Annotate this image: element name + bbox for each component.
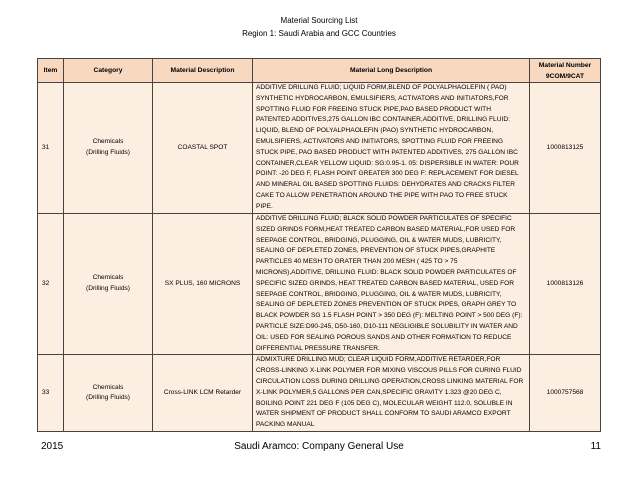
- category-cell: [64, 214, 153, 355]
- item-cell: 33: [38, 355, 64, 432]
- title-block: [0, 14, 638, 40]
- material-description-cell: Cross-LINK LCM Retarder: [153, 355, 253, 432]
- material-number-cell: 1000813125: [530, 83, 601, 214]
- column-header-category: Category: [64, 59, 153, 83]
- column-header-material-number-line1: Material Number: [538, 61, 592, 69]
- category-line1: Chemicals: [92, 274, 124, 282]
- table-header-row: [38, 59, 601, 83]
- material-long-description-text: ADMIXTURE DRILLING MUD; CLEAR LIQUID FORM,ADDITIVE RETARDER,FOR CROSS-LINKING X-LINK POLYMER FOR MIXING VISCOUS PILLS FOR CURING FLUID CIRCULATION LOSS DURING DRILLING OPERATION,CROSS LINKING MATERIAL FOR X-LINK POLYMER,5 GALLONS PER CAN,SPECIFIC GRAVITY 1.323 @20 DEG C, BOILING POINT 221 DEG F (105 DEG C), MOLECULAR WEIGHT 112.0, SOLUBLE IN WATER SHIPMENT OF PRODUCT SHALL CONFORM TO SAUDI ARAMCO EXPORT PACKING MANUAL: [256, 356, 524, 429]
- material-description-cell: SX PLUS, 160 MICRONS: [153, 214, 253, 355]
- material-sourcing-table: [37, 58, 601, 432]
- document-subtitle: Region 1: Saudi Arabia and GCC Countries: [242, 29, 396, 38]
- footer-classification: Saudi Aramco: Company General Use: [234, 441, 404, 452]
- material-number-cell: 1000813126: [530, 214, 601, 355]
- table-row: [38, 214, 601, 355]
- table-row: [38, 83, 601, 214]
- column-header-item: Item: [38, 59, 64, 83]
- footer-year: 2015: [41, 441, 64, 452]
- category-line2: (Drilling Fluids): [86, 394, 130, 402]
- category-cell: [64, 83, 153, 214]
- column-header-long-description: Material Long Description: [253, 59, 530, 83]
- item-cell: 32: [38, 214, 64, 355]
- category-line1: Chemicals: [92, 383, 124, 391]
- material-description-cell: COASTAL SPOT: [153, 83, 253, 214]
- column-header-material-number-line2: 9COM/9CAT: [545, 72, 585, 80]
- column-header-description: Material Description: [153, 59, 253, 83]
- document-title: Material Sourcing List: [280, 16, 358, 25]
- material-long-description-cell: ADDITIVE DRILLING FLUID; BLACK SOLID POWDER PARTICULATES OF SPECIFIC SIZED GRINDS FORM,HEAT TREATED CARBON BASED MATERIAL,FOR USED FOR SEEPAGE CONTROL, BRIDGING, PLUGGING, OIL & WATER MUDS, LUBRICITY, SEALING OF DEPLETED ZONES, PREVENTION OF STUCK PIPES,GRAPHITE PARTICLES 40 MESH TO GRATER THAN 200 MESH ( 425 TO > 75 MICRONS),ADDITIVE, DRILLING FLUID: BLACK SOLID POWDER PARTICULATES OF SPECIFIC SIZED GRINDS, HEAT TREATED CARBON BASED MATERIAL, USED FOR SEEPAGE CONTROL, BRIDGING, PLUGGING, OIL & WATER MUDS, LUBRICITY, SEALING OF DEPLETED ZONES PREVENTION OF STUCK PIPES, GRAPH GREY TO BLACK POWDER SG 1.5 FLASH POINT > 350 DEG (F): MELTING POINT > 500 DEG (F): PARTICLE SIZE:D90-245, D50-160, D10-111 NEGLIGIBLE SOLUBILITY IN WATER AND OIL: USED FOR SEALING POROUS SANDS AND OTHER FORMATION TO REDUCE DIFFERENTIAL PRESSURE TRANSFER.: [253, 214, 530, 355]
- category-line1: Chemicals: [92, 138, 124, 146]
- column-header-material-number: [530, 59, 601, 83]
- item-cell: 31: [38, 83, 64, 214]
- table-row: [38, 355, 601, 432]
- material-number-cell: 1000757568: [530, 355, 601, 432]
- category-cell: [64, 355, 153, 432]
- material-long-description-cell: [253, 355, 530, 432]
- category-line2: (Drilling Fluids): [86, 285, 130, 293]
- footer-page-number: 11: [590, 441, 601, 452]
- category-line2: (Drilling Fluids): [86, 149, 130, 156]
- material-long-description-cell: ADDITIVE DRILLING FLUID; LIQUID FORM,BLEND OF POLYALPHAOLEFIN ( PAO) SYNTHETIC HYDROCARBON, EMULSIFIERS, ACTIVATORS AND INITIATORS,FOR SPOTTING FLUID FOR FREEING STUCK PIPE,PAO BASED PRODUCT WITH PATENTED ADDITIVES,275 GALLON IBC CONTAINER,ADDITIVE, DRILLING FLUID: LIQUID, BLEND OF POLYALPHAOLEFIN (PAO) SYNTHETIC HYDROCARBON, EMULSIFIERS, ACTIVATORS AND INITIATORS, SPOTTING FLUID FOR FREEING STUCK PIPE, PAO BASED PRODUCT WITH PATENTED ADDITIVES, 275 GALLON IBC CONTAINER,CLEAR YELLOW LIQUID: SG:0.95-1. 05: DISPERSIBLE IN WATER: POUR POINT: -20 DEG F, FLASH POINT GREATER 300 DEG F: REPLACEMENT FOR DIESEL AND MINERAL OIL BASED SPOTTING FLUIDS: DEHYDRATES AND CRACKS FILTER CAKE TO ALLOW PENETRATION AROUND THE PIPE WITH PAO TO FREE STUCK PIPE.: [253, 83, 530, 214]
